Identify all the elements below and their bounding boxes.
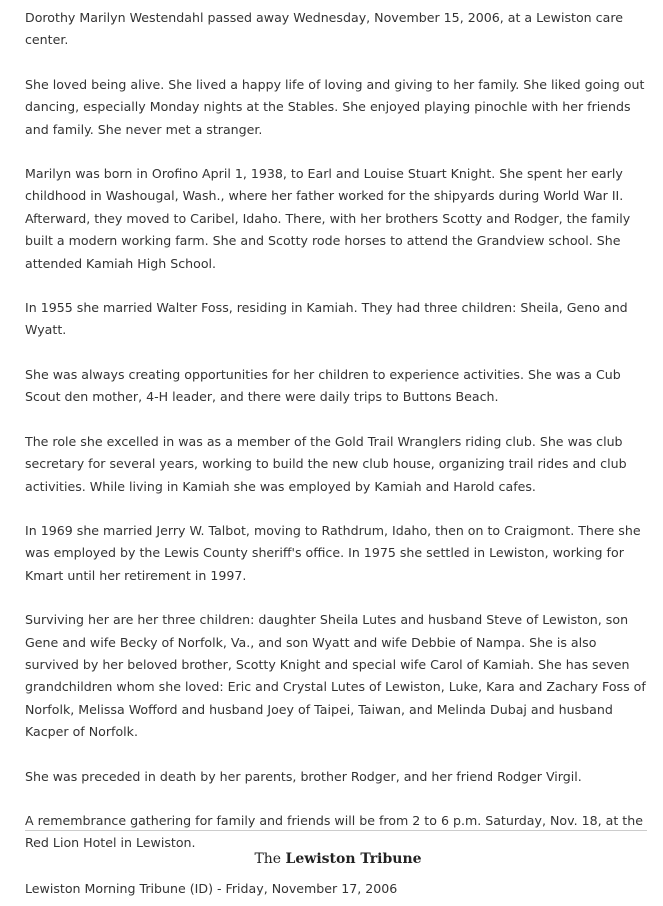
publication-logo [0,849,663,869]
article-paragraph: A remembrance gathering for family and friends will be from 2 to 6 p.m. Saturday, Nov. 18, at the Red Lion Hotel in Lewiston. [25,812,643,851]
article-paragraph: Surviving her are her three children: daughter Sheila Lutes and husband Steve of Lewiston, son Gene and wife Becky of Norfolk, Va., and son Wyatt and wife Debbie of Nampa. She is also survived by her beloved brother, Scotty Knight and special wife Carol of Kamiah. She has seven grandchildren whom she loved: Eric and Crystal Lutes of Lewiston, Luke, Kara and Zachary Foss of Norfolk, Melissa Wofford and husband Joey of Taipei, Taiwan, and Melinda Dubaj and husband Kacper of Norfolk. [25,612,646,740]
article-paragraph: She was always creating opportunities for her children to experience activities. She was a Cub Scout den mother, 4-H leader, and there were daily trips to Buttons Beach. [25,366,621,405]
logo-the-text: The [254,851,282,867]
obituary-article [25,7,650,877]
article-paragraph: Marilyn was born in Orofino April 1, 1938, to Earl and Louise Stuart Knight. She spent her early childhood in Washougal, Wash., where her father worked for the shipyards during World War II. Afterward, they moved to Caribel, Idaho. There, with her brothers Scotty and Rodger, the family built a modern working farm. She and Scotty rode horses to attend the Grandview school. She attended Kamiah High School. [25,166,631,271]
article-paragraph: She was preceded in death by her parents, brother Rodger, and her friend Rodger Virgil. [25,768,582,784]
article-paragraph: In 1955 she married Walter Foss, residing in Kamiah. They had three children: Sheila, Geno and Wyatt. [25,300,628,338]
article-paragraph: She loved being alive. She lived a happy life of loving and giving to her family. She liked going out dancing, especially Monday nights at the Stables. She enjoyed playing pinochle with her friends and family. She never met a stranger. [25,76,645,137]
article-paragraph: Dorothy Marilyn Westendahl passed away Wednesday, November 15, 2006, at a Lewiston care center. [25,10,623,48]
logo-name-text: Lewiston Tribune [285,851,422,867]
article-paragraph: The role she excelled in was as a member of the Gold Trail Wranglers riding club. She was club secretary for several years, working to build the new club house, organizing trail rides and club activities. While living in Kamiah she was employed by Kamiah and Harold cafes. [25,433,627,494]
article-paragraph: In 1969 she married Jerry W. Talbot, moving to Rathdrum, Idaho, then on to Craigmont. There she was employed by the Lewis County sheriff's office. In 1975 she settled in Lewiston, working for Kmart until her retirement in 1997. [25,522,641,583]
source-line: Lewiston Morning Tribune (ID) - Friday, November 17, 2006 [25,881,398,896]
divider-rule [25,830,647,831]
